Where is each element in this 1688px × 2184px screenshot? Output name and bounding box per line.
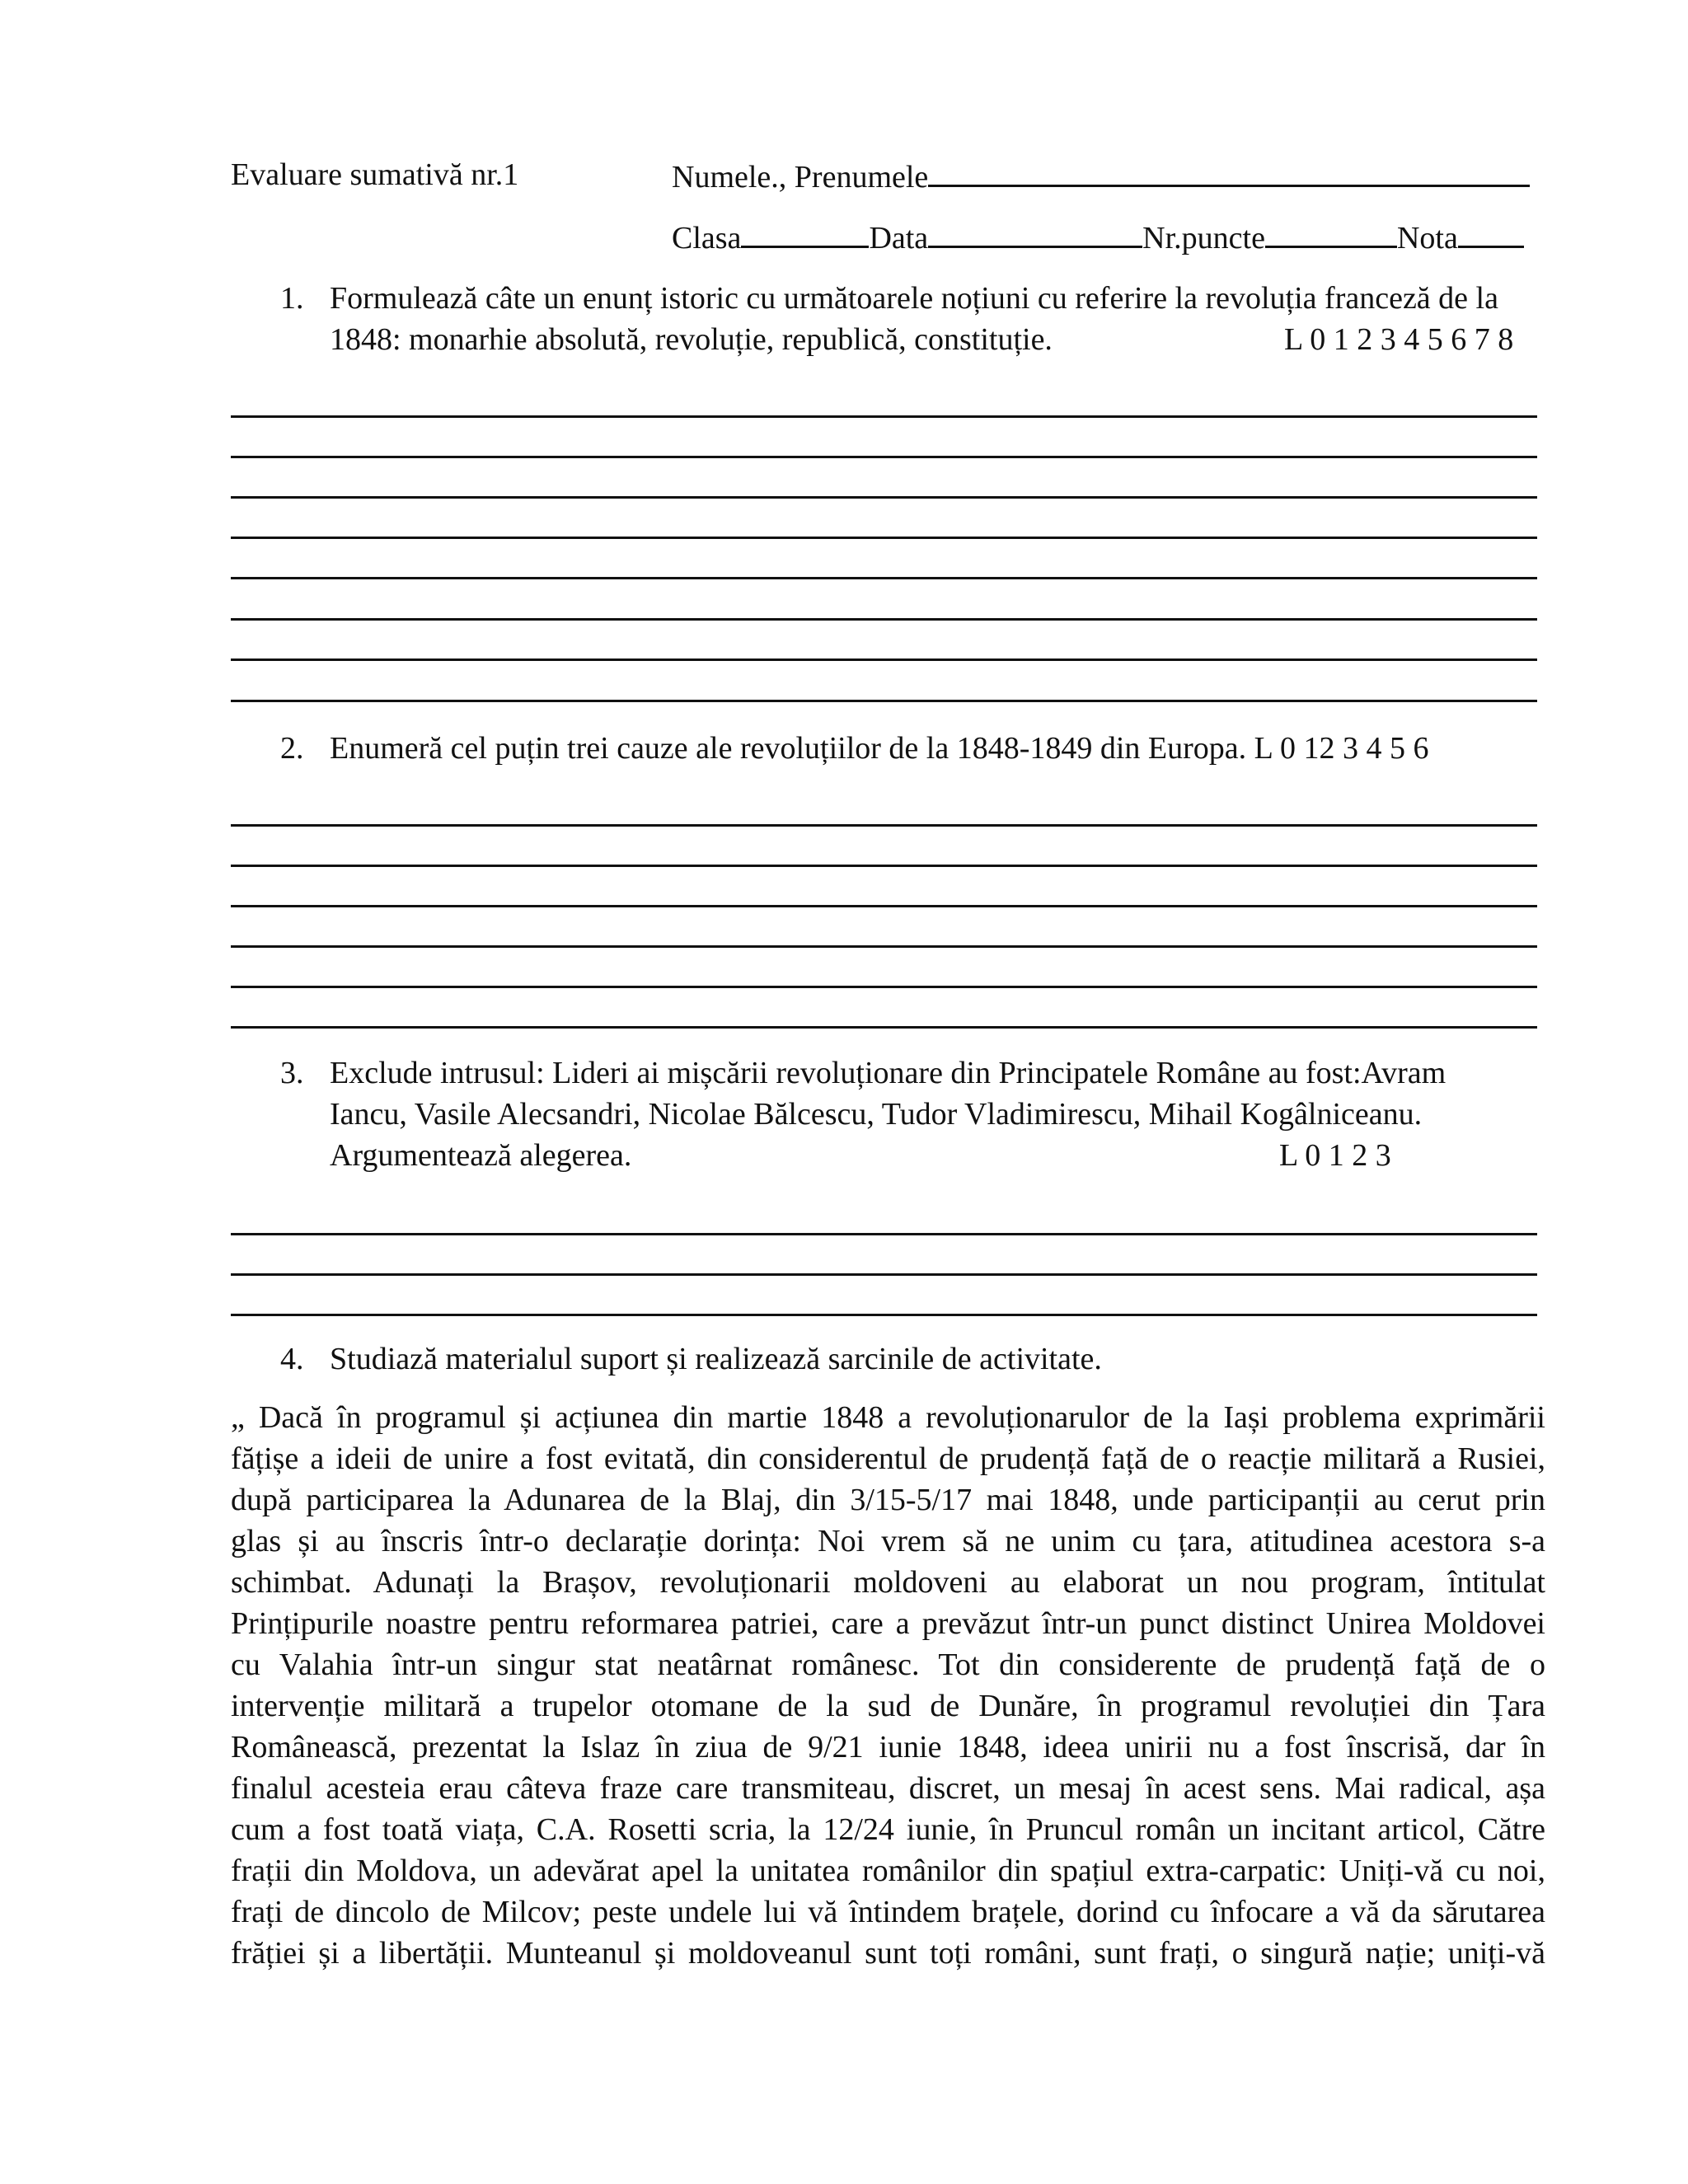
class-blank[interactable] xyxy=(741,216,869,248)
passage-line: frații din Moldova, un adevărat apel la unitatea românilor din spațiul extra-carpatic: Uniți-vă cu noi, xyxy=(231,1854,1545,1888)
name-field xyxy=(672,155,1530,197)
question-number: 3. xyxy=(280,1056,304,1090)
question-1 xyxy=(280,278,1498,319)
class-label: Clasa xyxy=(672,221,742,255)
question-text: Enumeră cel puțin trei cauze ale revoluțiilor de la 1848-1849 din Europa. L 0 12 3 4 5 6 xyxy=(330,731,1429,766)
answer-line xyxy=(231,537,1537,539)
passage-line: frați de dincolo de Milcov; peste undele lui vă întindem brațele, dorind cu înfocare a vă da sărutarea xyxy=(231,1895,1545,1929)
question-text: Studiază materialul suport și realizează sarcinile de activitate. xyxy=(330,1342,1102,1376)
passage-line: Prințipurile noastre pentru reformarea patriei, care a prevăzut într-un punct distinct Unirea Moldovei xyxy=(231,1606,1545,1641)
answer-line xyxy=(231,577,1537,579)
passage-line: „ Dacă în programul și acțiunea din martie 1848 a revoluționarulor de la Iași problema exprimării xyxy=(231,1400,1545,1435)
evaluation-title: Evaluare sumativă nr.1 xyxy=(231,157,519,192)
name-label: Numele., Prenumele xyxy=(672,160,929,194)
header-fields-row xyxy=(672,216,1524,258)
points-blank[interactable] xyxy=(1265,216,1397,248)
answer-line xyxy=(231,1273,1537,1276)
passage-line: după participarea la Adunarea de la Blaj, din 3/15-5/17 mai 1848, unde participanții au cerut prin xyxy=(231,1483,1545,1517)
answer-line xyxy=(231,986,1537,988)
grade-label: Nota xyxy=(1396,221,1458,255)
passage-line: intervenție militară a trupelor otomane de la sud de Dunăre, în programul revoluției din Țara xyxy=(231,1689,1545,1723)
question-3-continuation: Argumentează alegerea. xyxy=(330,1138,632,1173)
question-text: Formulează câte un enunț istoric cu următoarele noțiuni cu referire la revoluția franceză de la xyxy=(330,281,1498,316)
question-text: Exclude intrusul: Lideri ai mișcării revoluționare din Principatele Române au fost:Avram xyxy=(330,1056,1447,1090)
question-number: 1. xyxy=(280,281,304,316)
answer-line xyxy=(231,1314,1537,1316)
name-blank[interactable] xyxy=(928,155,1530,187)
grade-blank[interactable] xyxy=(1458,216,1524,248)
answer-line xyxy=(231,1233,1537,1235)
question-number: 2. xyxy=(280,731,304,766)
passage-line: fățișe a ideii de unire a fost evitată, din considerentul de prudență față de o reacție militară a Rusiei, xyxy=(231,1441,1545,1476)
question-number: 4. xyxy=(280,1342,304,1376)
question-3-score-scale: L 0 1 2 3 xyxy=(1279,1138,1391,1173)
answer-line xyxy=(231,1026,1537,1029)
answer-line xyxy=(231,700,1537,702)
passage-line: frăției și a libertății. Munteanul și moldoveanul sunt toți români, sunt frați, o singură nație; uniți-vă xyxy=(231,1936,1545,1971)
passage-line: Românească, prezentat la Islaz în ziua de 9/21 iunie 1848, ideea unirii nu a fost înscrisă, dar în xyxy=(231,1730,1545,1765)
question-3-continuation: Iancu, Vasile Alecsandri, Nicolae Bălcescu, Tudor Vladimirescu, Mihail Kogâlniceanu. xyxy=(330,1097,1423,1132)
passage-line: glas și au înscris într-o declarație dorința: Noi vrem să ne unim cu țara, atitudinea acestora s-a xyxy=(231,1524,1545,1558)
answer-line xyxy=(231,496,1537,499)
date-blank[interactable] xyxy=(928,216,1142,248)
answer-line xyxy=(231,865,1537,867)
passage-line: cu Valahia într-un singur stat neatârnat românesc. Tot din considerente de prudență față de o xyxy=(231,1647,1545,1682)
answer-line xyxy=(231,824,1537,827)
answer-line xyxy=(231,945,1537,948)
passage-line: schimbat. Adunați la Brașov, revoluționarii moldoveni au elaborat un nou program, întitulat xyxy=(231,1565,1545,1600)
passage-line: cum a fost toată viața, C.A. Rosetti scria, la 12/24 iunie, în Pruncul român un incitant articol, Către xyxy=(231,1812,1545,1847)
date-label: Data xyxy=(869,221,929,255)
passage-line: finalul acesteia erau câteva fraze care transmiteau, discret, un mesaj în acest sens. Mai radical, așa xyxy=(231,1771,1545,1806)
answer-line xyxy=(231,905,1537,907)
source-passage xyxy=(231,1397,1545,1974)
question-1-continuation: 1848: monarhie absolută, revoluție, republică, constituție. xyxy=(330,322,1053,357)
question-4 xyxy=(280,1338,1102,1380)
question-3 xyxy=(280,1052,1446,1094)
question-2 xyxy=(280,728,1428,769)
points-label: Nr.puncte xyxy=(1142,221,1265,255)
answer-line xyxy=(231,456,1537,458)
answer-line xyxy=(231,618,1537,621)
question-1-score-scale: L 0 1 2 3 4 5 6 7 8 xyxy=(1284,322,1514,357)
answer-line xyxy=(231,658,1537,661)
answer-line xyxy=(231,415,1537,418)
